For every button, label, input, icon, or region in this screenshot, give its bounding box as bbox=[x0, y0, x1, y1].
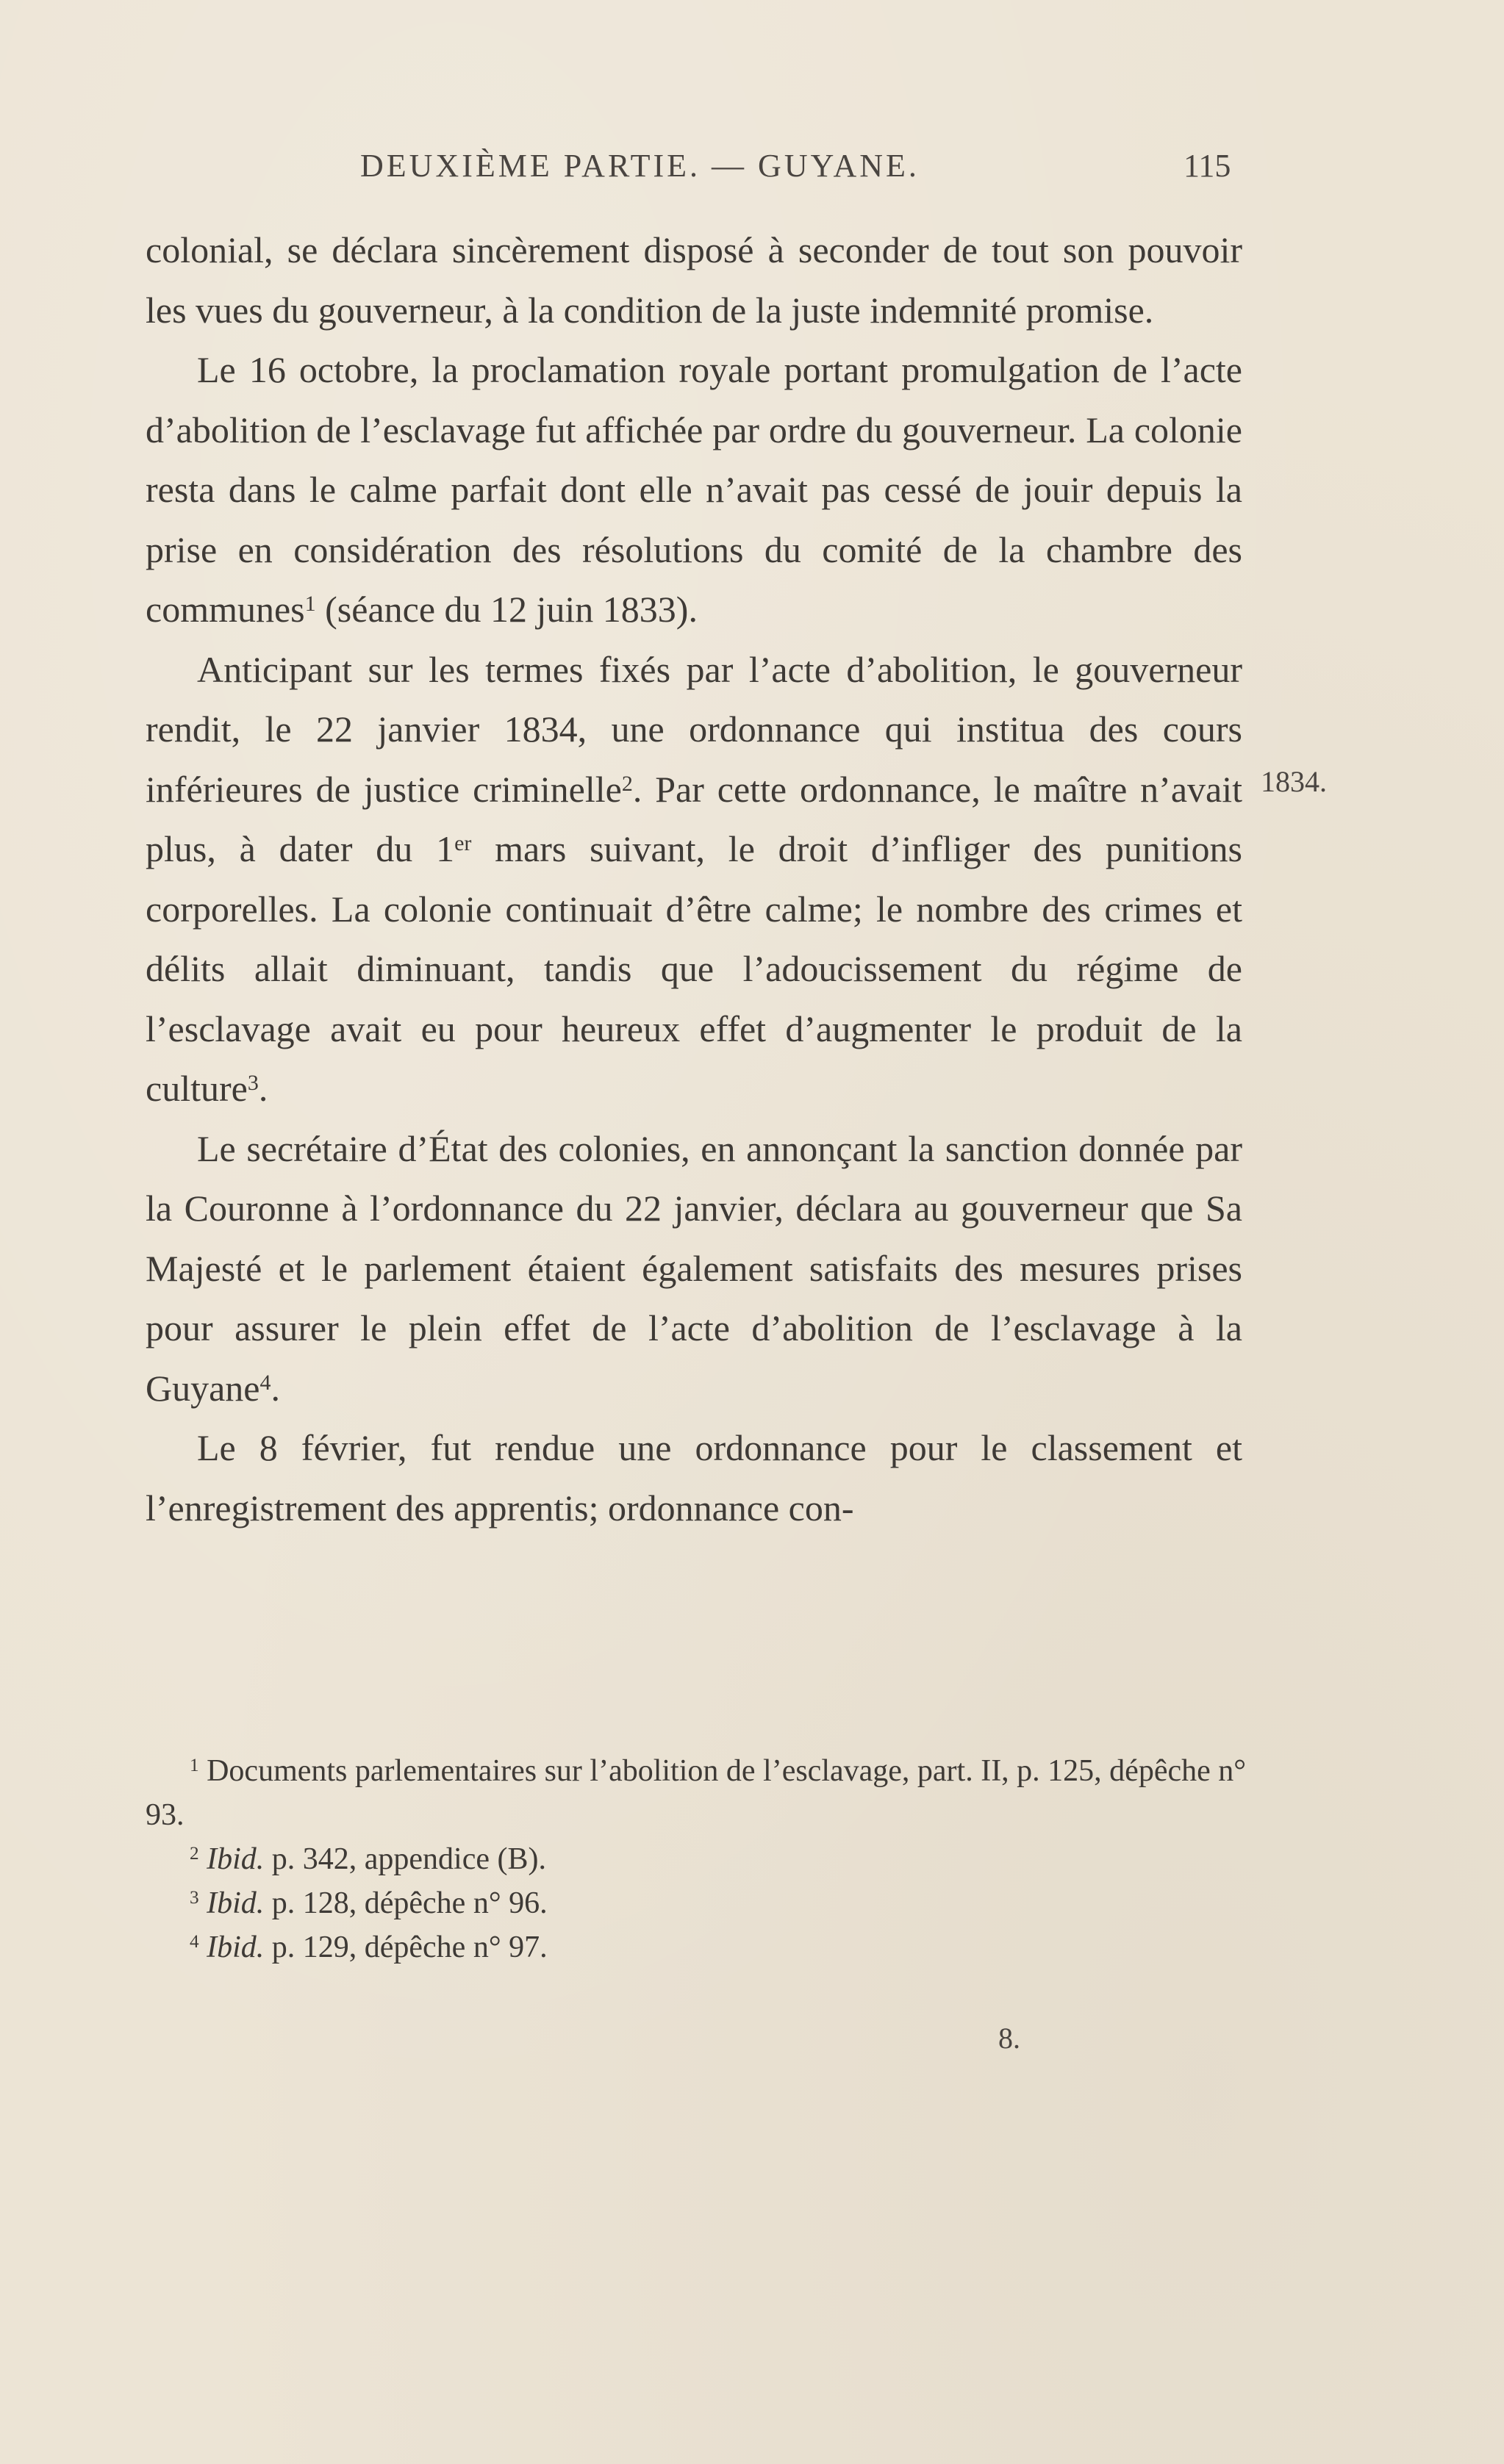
paragraph-3-tail: . bbox=[258, 1068, 268, 1109]
paragraph-4-tail: . bbox=[271, 1367, 280, 1409]
footnote-number: 3 bbox=[190, 1888, 199, 1908]
paragraph-2-tail: (séance du 12 juin 1833). bbox=[315, 589, 698, 630]
main-text bbox=[146, 220, 1242, 1538]
footnote-ref-4: 4 bbox=[259, 1370, 271, 1395]
paragraph-3-text: Anticipant sur les termes fixés par l’acte d’abolition, le gouverneur rendit, le 22 janvier 1834, une ordonnance qui institua des cours inférieures de justice criminelle bbox=[146, 648, 1242, 810]
footnote-1 bbox=[146, 1749, 1248, 1837]
footnote-number: 1 bbox=[190, 1756, 199, 1776]
ordinal-suffix: er bbox=[454, 831, 472, 855]
ibid-abbreviation: Ibid. bbox=[207, 1930, 265, 1964]
paragraph-5 bbox=[146, 1418, 1242, 1538]
paragraph-1-text: colonial, se déclara sincèrement disposé à seconder de tout son pouvoir les vues du gouverneur, à la condition de la juste indemnité promise. bbox=[146, 229, 1242, 331]
paragraph-2 bbox=[146, 340, 1242, 640]
paragraph-3-middle: . Par cette ordonnance, le maître n’avait plus, à dater du bbox=[146, 768, 1242, 869]
paragraph-3-continuation: mars suivant, le droit d’infliger des punitions corporelles. La colonie continuait d’être calme; le nombre des crimes et délits allait diminuant, tandis que l’adoucissement du régime de l’esclavage avait eu pour heureux effet d’augmenter le produit de la culture bbox=[146, 828, 1243, 1109]
footnote-text: p. 129, dépêche n° 97. bbox=[264, 1930, 548, 1964]
footnote-ref-2: 2 bbox=[621, 771, 633, 796]
footnote-4 bbox=[146, 1925, 1248, 1969]
footnote-text: Documents parlementaires sur l’abolition de l’esclavage, part. II, p. 125, dépêche n° 93. bbox=[146, 1754, 1247, 1832]
footnote-number: 2 bbox=[190, 1844, 199, 1864]
paragraph-2-text: Le 16 octobre, la proclamation royale portant promulgation de l’acte d’abolition de l’esclavage fut affichée par ordre du gouverneur. La colonie resta dans le calme parfait dont elle n’avait pas cessé de jouir depuis la prise en considération des résolutions du comité de la chambre des communes bbox=[146, 349, 1242, 630]
footnote-text: p. 128, dépêche n° 96. bbox=[264, 1886, 548, 1920]
running-header: DEUXIÈME PARTIE. — GUYANE. bbox=[360, 148, 920, 184]
footnote-2 bbox=[146, 1837, 1248, 1881]
footnote-text: p. 342, appendice (B). bbox=[264, 1842, 546, 1876]
footnote-ref-1: 1 bbox=[304, 592, 316, 616]
paragraph-1 bbox=[146, 220, 1242, 340]
paragraph-5-text: Le 8 février, fut rendue une ordonnance pour le classement et l’enregistrement des apprentis; ordonnance con- bbox=[146, 1427, 1242, 1529]
ibid-abbreviation: Ibid. bbox=[207, 1886, 265, 1920]
paragraph-3: Anticipant sur les termes fixés par l’acte d’abolition, le gouverneur rendit, le 22 janvier 1834, une ordonnance qui institua des cours inférieures de justice criminelle$^2$. Par cette ordonnance, le maître n’avait plus, à dater du 1er mars suivant, le droit d’infliger des punitions corporelles. La colonie continuait d’être calme; le nombre des crimes et délits allait diminuant, tandis que l’adoucissement du régime de l’esclavage avait eu pour heureux effet d’augmenter le produit de la culture$^3$. bbox=[146, 648, 1243, 1109]
paragraph-4 bbox=[146, 1119, 1242, 1419]
footnote-ref-3: 3 bbox=[247, 1071, 259, 1095]
paragraph-4-text: Le secrétaire d’État des colonies, en annonçant la sanction donnée par la Couronne à l’ordonnance du 22 janvier, déclara au gouverneur que Sa Majesté et le parlement étaient également satisfaits des mesures prises pour assurer le plein effet de l’acte d’abolition de l’esclavage à la Guyane bbox=[146, 1127, 1242, 1409]
margin-year-note: 1834. bbox=[1261, 765, 1327, 798]
footnote-3 bbox=[146, 1881, 1248, 1925]
footnote-number: 4 bbox=[190, 1932, 199, 1953]
ibid-abbreviation: Ibid. bbox=[207, 1842, 265, 1876]
footnotes bbox=[146, 1749, 1248, 1969]
page-number: 115 bbox=[1183, 148, 1231, 184]
signature-mark: 8. bbox=[998, 2022, 1020, 2055]
